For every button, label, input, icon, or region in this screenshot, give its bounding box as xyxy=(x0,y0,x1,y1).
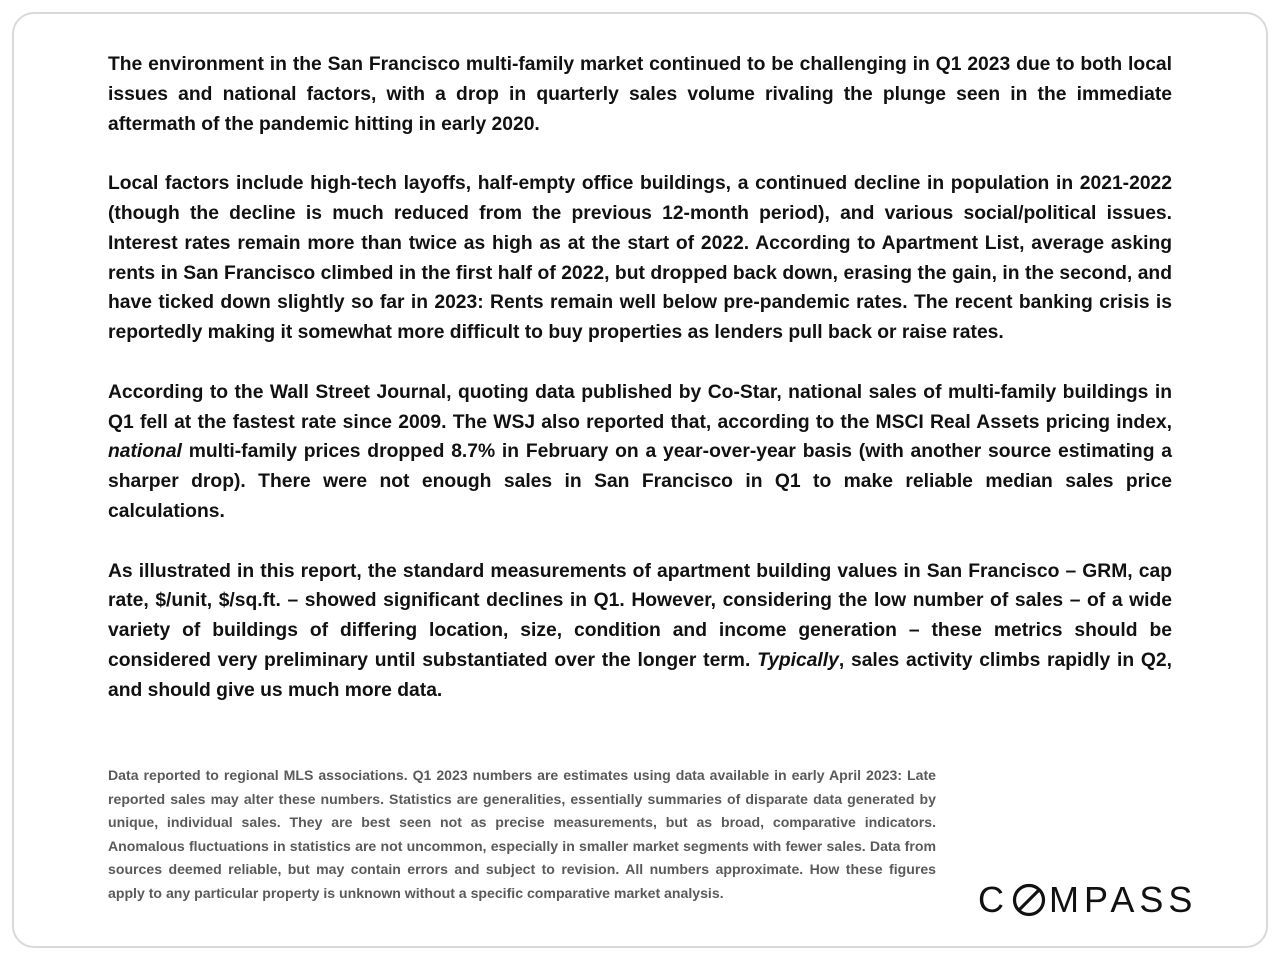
paragraph-national-sales-text-end: multi-family prices dropped 8.7% in February on a year-over-year basis (with another source estimating a sharper drop). There were not enough sales in San Francisco in Q1 to make reliable median sales price calculations. xyxy=(108,441,1172,522)
market-commentary xyxy=(108,50,1172,706)
paragraph-national-sales-text: According to the Wall Street Journal, quoting data published by Co-Star, national sales of multi-family buildings in Q1 fell at the fastest rate since 2009. The WSJ also reported that, according to the MSCI Real Assets pricing index, xyxy=(108,381,1172,433)
paragraph-local-factors: Local factors include high-tech layoffs, half-empty office buildings, a continued decline in population in 2021-2022 (though the decline is much reduced from the previous 12-month period), and various social/political issues. Interest rates remain more than twice as high as at the start of 2022. According to Apartment List, average asking rents in San Francisco climbed in the first half of 2022, but dropped back down, erasing the gain, in the second, and have ticked down slightly so far in 2023: Rents remain well below pre-pandemic rates. The recent banking crisis is reportedly making it somewhat more difficult to buy properties as lenders pull back or raise rates. xyxy=(108,173,1172,344)
emphasis-national: national xyxy=(108,441,182,463)
paragraph-national-sales xyxy=(108,378,1172,527)
logo-o-compass-icon xyxy=(1012,883,1046,917)
logo-letter-c: C xyxy=(978,879,1009,920)
logo-letters-mpass: MPASS xyxy=(1049,879,1198,920)
paragraph-metrics-text-end: , sales activity climbs rapidly in Q2, and should give us much more data. xyxy=(108,649,1172,701)
paragraph-metrics-text: As illustrated in this report, the standard measurements of apartment building values in San Francisco – GRM, cap rate, $/unit, $/sq.ft. – showed significant declines in Q1. However, considering the low number of sales – of a wide variety of buildings of differing location, size, condition and income generation – these metrics should be considered very preliminary until substantiated over the longer term. xyxy=(108,560,1172,671)
paragraph-overview: The environment in the San Francisco multi-family market continued to be challenging in Q1 2023 due to both local issues and national factors, with a drop in quarterly sales volume rivaling the plunge seen in the immediate aftermath of the pandemic hitting in early 2020. xyxy=(108,54,1172,135)
disclaimer: Data reported to regional MLS associations. Q1 2023 numbers are estimates using data available in early April 2023: Late reported sales may alter these numbers. Statistics are generalities, essentially summaries of disparate data generated by unique, individual sales. They are best seen not as precise measurements, but as broad, comparative indicators. Anomalous fluctuations in statistics are not uncommon, especially in smaller market segments with fewer sales. Data from sources deemed reliable, but may contain errors and subject to revision. All numbers approximate. How these figures apply to any particular property is unknown without a specific comparative market analysis. xyxy=(108,767,936,901)
emphasis-typically: Typically xyxy=(757,649,839,671)
paragraph-metrics xyxy=(108,557,1172,706)
compass-logo xyxy=(978,878,1214,922)
